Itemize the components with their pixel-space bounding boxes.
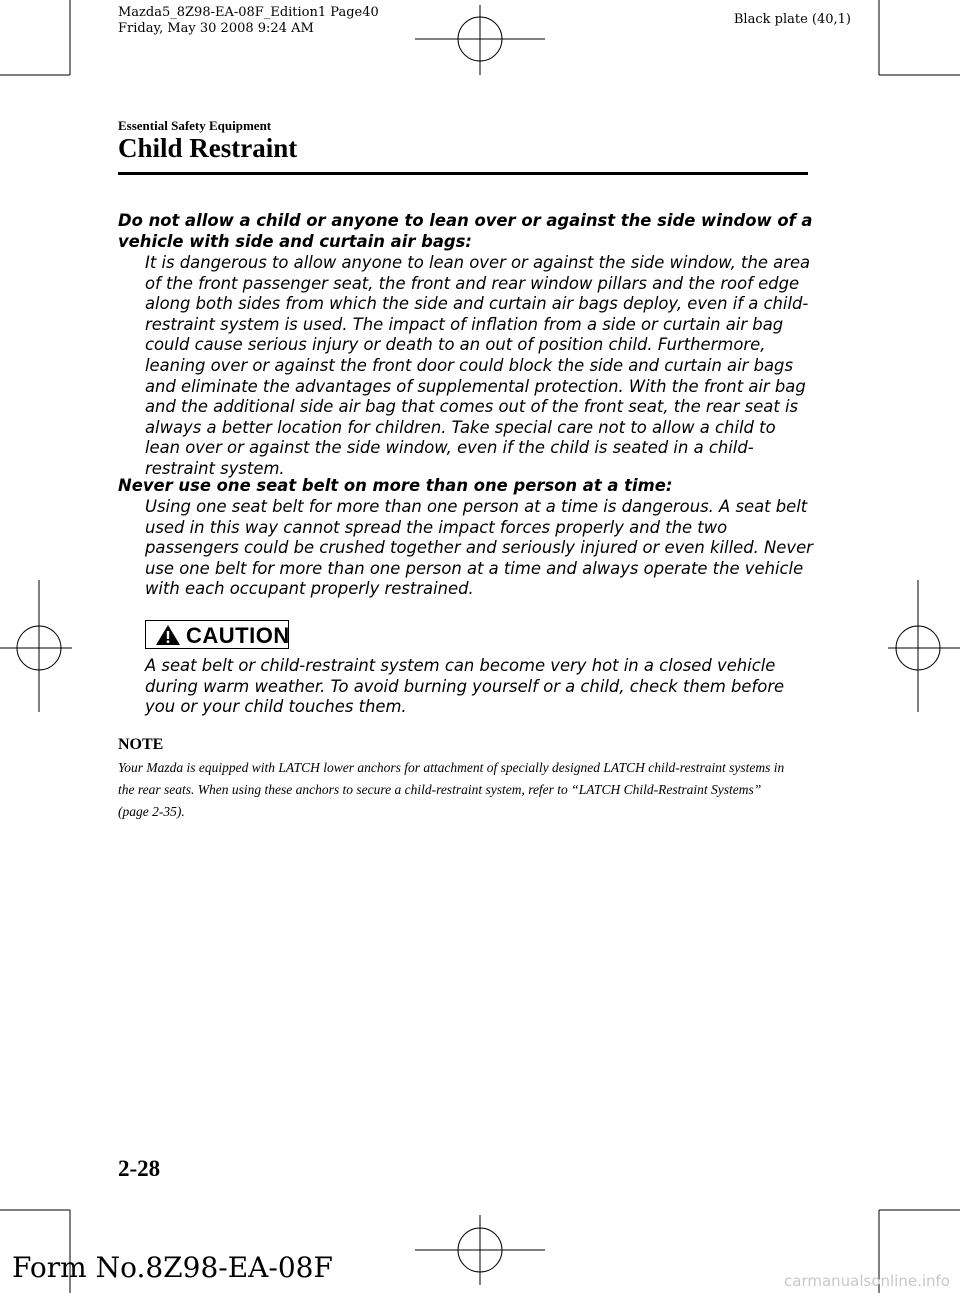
warning-1-heading: Do not allow a child or anyone to lean over or against the side window of a vehicle with side and curtain air bags: (118, 211, 813, 251)
print-info-line1: Mazda5_8Z98-EA-08F_Edition1 Page40 (118, 5, 379, 20)
title-rule (118, 172, 808, 175)
page-number: 2-28 (118, 1156, 161, 1181)
note-heading: NOTE (118, 736, 164, 753)
watermark: carmanualsonline.info (784, 1272, 950, 1290)
caution-body: A seat belt or child-restraint system can become very hot in a closed vehicle during warm weather. To avoid burning yourself or a child, check them before you or your child touches them. (145, 656, 785, 717)
print-info-line2: Friday, May 30 2008 9:24 AM (118, 21, 314, 36)
warning-triangle-icon (155, 624, 181, 646)
plate-label: Black plate (40,1) (733, 12, 851, 27)
form-number: Form No.8Z98-EA-08F (12, 1251, 333, 1284)
caution-box (145, 620, 289, 649)
print-info (118, 5, 379, 37)
warning-1-body: It is dangerous to allow anyone to lean over or against the side window, the area of the front passenger seat, the front and rear window pillars and the roof edge along both sides from which the side and curtain air bags deploy, even if a child-restraint system is used. The impact of inflation from a side or curtain air bag could cause serious injury or death to an out of position child. Furthermore, leaning over or against the front door could block the side and curtain air bags and eliminate the advantages of supplemental protection. With the front air bag and the additional side air bag that comes out of the front seat, the rear seat is always a better location for children. Take special care not to allow a child to lean over or against the side window, even if the child is seated in a child-restraint system. (145, 253, 811, 478)
caution-label: CAUTION (186, 623, 290, 648)
section-label: Essential Safety Equipment (118, 118, 272, 133)
warning-2-body: Using one seat belt for more than one person at a time is dangerous. A seat belt used in this way cannot spread the impact forces properly and the two passengers could be crushed together and seriously injured or even killed. Never use one belt for more than one person at a time and always operate the vehicle with each occupant properly restrained. (145, 497, 813, 599)
warning-2-heading: Never use one seat belt on more than one person at a time: (118, 476, 673, 495)
page-title: Child Restraint (118, 133, 298, 163)
note-body: Your Mazda is equipped with LATCH lower anchors for attachment of specially designed LATCH child-restraint systems in the rear seats. When using these anchors to secure a child-restraint system, refer to “LATCH Child-Restraint Systems” (page 2-35). (118, 760, 785, 819)
